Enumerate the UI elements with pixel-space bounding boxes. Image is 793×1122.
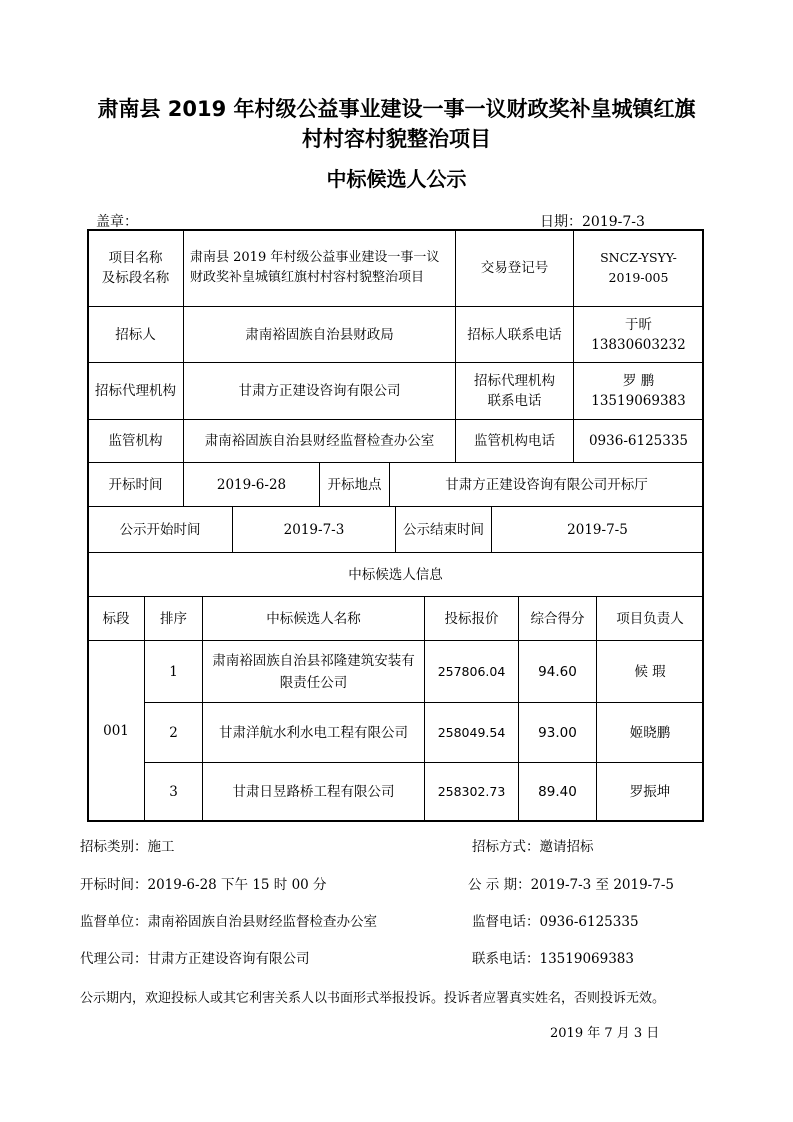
footer-agent-phone: 联系电话：13519069383 (472, 951, 634, 967)
pub-end-value: 2019-7-5 (491, 506, 704, 553)
bid-info-table (87, 229, 704, 822)
agent-contact-value: 罗 鹏 13519069383 (573, 362, 704, 420)
candidate-name: 肃南裕固族自治县祁隆建筑安装有限责任公司 (202, 640, 425, 703)
open-time-value: 2019-6-28 (183, 462, 320, 507)
pub-start-label: 公示开始时间 (87, 506, 233, 553)
candidate-score: 89.40 (518, 762, 597, 822)
col-score: 综合得分 (518, 596, 597, 641)
footer-notice: 公示期内，欢迎投标人或其它利害关系人以书面形式举报投诉。投诉者应署真实姓名，否则投诉无效。 (80, 991, 666, 1006)
pub-start-value: 2019-7-3 (232, 506, 396, 553)
footer-agent: 代理公司：甘肃方正建设咨询有限公司 (80, 951, 310, 967)
candidate-manager: 罗振坤 (596, 762, 704, 822)
trade-no-label: 交易登记号 (455, 229, 574, 307)
col-rank: 排序 (144, 596, 203, 641)
supervisor-phone-value: 0936-6125335 (573, 419, 704, 463)
supervisor-label: 监管机构 (87, 419, 184, 463)
candidate-price: 258049.54 (424, 702, 519, 763)
candidate-score: 94.60 (518, 640, 597, 703)
document-title-line1: 肃南县 2019 年村级公益事业建设一事一议财政奖补皇城镇红旗 (97, 97, 696, 121)
candidates-section-title: 中标候选人信息 (87, 552, 704, 597)
footer-category: 招标类别：施工 (80, 839, 175, 855)
tenderer-value: 肃南裕固族自治县财政局 (183, 306, 456, 363)
agent-contact-label: 招标代理机构 联系电话 (455, 362, 574, 420)
col-candidate-name: 中标候选人名称 (202, 596, 425, 641)
col-lot: 标段 (87, 596, 145, 641)
candidate-name: 甘肃日昱路桥工程有限公司 (202, 762, 425, 822)
project-name-label: 项目名称 及标段名称 (87, 229, 184, 307)
footer-supervisor: 监督单位：肃南裕固族自治县财经监督检查办公室 (80, 914, 377, 930)
footer-sign-date: 2019 年 7 月 3 日 (550, 1026, 660, 1041)
candidate-rank: 3 (144, 762, 203, 822)
document-subtitle: 中标候选人公示 (326, 167, 467, 191)
candidate-price: 258302.73 (424, 762, 519, 822)
tenderer-contact-label: 招标人联系电话 (455, 306, 574, 363)
open-place-label: 开标地点 (319, 462, 390, 507)
lot-number: 001 (87, 640, 145, 822)
col-bid-price: 投标报价 (424, 596, 519, 641)
open-time-label: 开标时间 (87, 462, 184, 507)
agent-label: 招标代理机构 (87, 362, 184, 420)
supervisor-value: 肃南裕固族自治县财经监督检查办公室 (183, 419, 456, 463)
footer-method: 招标方式：邀请招标 (472, 839, 594, 855)
candidate-price: 257806.04 (424, 640, 519, 703)
candidate-manager: 姬晓鹏 (596, 702, 704, 763)
seal-label: 盖章： (96, 214, 138, 230)
trade-no-value: SNCZ-YSYY-2019-005 (573, 229, 704, 307)
pub-end-label: 公示结束时间 (395, 506, 492, 553)
tenderer-label: 招标人 (87, 306, 184, 363)
document-title-line2: 村村容村貌整治项目 (302, 127, 491, 151)
candidate-rank: 2 (144, 702, 203, 763)
footer-period: 公 示 期：2019-7-3 至 2019-7-5 (468, 877, 674, 893)
project-name-value: 肃南县 2019 年村级公益事业建设一事一议财政奖补皇城镇红旗村村容村貌整治项目 (183, 229, 456, 307)
date-label: 日期：2019-7-3 (540, 214, 645, 230)
candidate-rank: 1 (144, 640, 203, 703)
tenderer-contact-value: 于昕 13830603232 (573, 306, 704, 363)
candidate-manager: 候 瑕 (596, 640, 704, 703)
candidate-name: 甘肃洋航水利水电工程有限公司 (202, 702, 425, 763)
supervisor-phone-label: 监管机构电话 (455, 419, 574, 463)
open-place-value: 甘肃方正建设咨询有限公司开标厅 (389, 462, 704, 507)
footer-supervisor-phone: 监督电话：0936-6125335 (472, 914, 639, 930)
footer-open-time: 开标时间：2019-6-28 下午 15 时 00 分 (80, 877, 327, 893)
agent-value: 甘肃方正建设咨询有限公司 (183, 362, 456, 420)
candidate-score: 93.00 (518, 702, 597, 763)
col-manager: 项目负责人 (596, 596, 704, 641)
